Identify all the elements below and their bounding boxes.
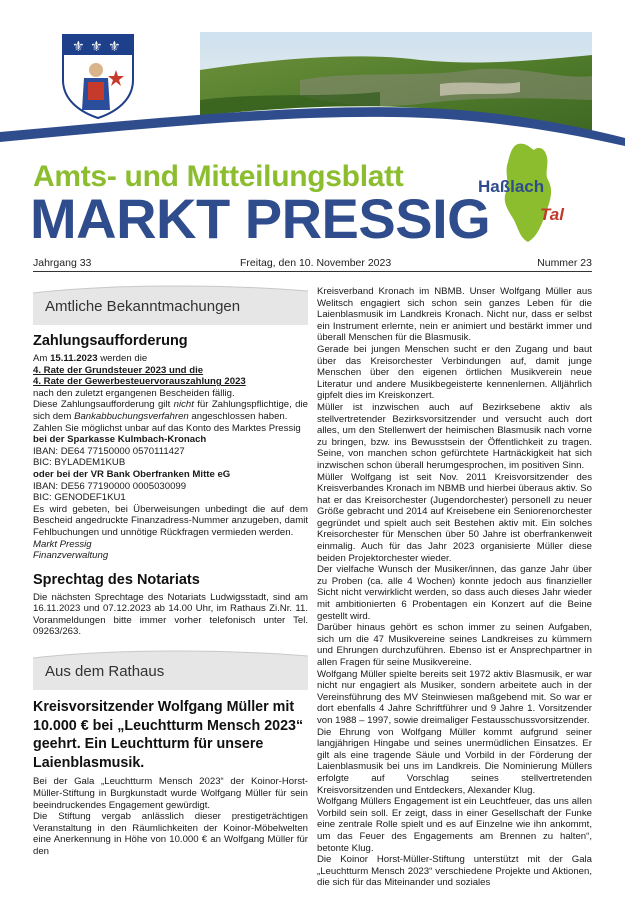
due-note: nach den zuletzt ergangenen Bescheiden fällig. — [33, 387, 235, 399]
article-paragraph: Müller Wolfgang ist seit Nov. 2011 Kreisvorsitzender des Kreisverbandes Kronach im NBMB und hierbei überaus aktiv. So hat er das Kreisorchester (Jugendorchester) personell zu neuer Größe gebracht und 2014 auf Kreisebene ein Seniorenorchester gegründet und spielt auch seit Bestehen aktiv mit. Ein solches Kreisorchester für Menschen über 50 Jahre ist oberfrankenweit einmalig. Auch für das Jahr 2023 organisierte Müller diese beiden Projektorchester wieder. — [317, 471, 592, 564]
bank-2-name: oder bei der VR Bank Oberfranken Mitte eG — [33, 468, 231, 480]
article-paragraph: Wolfgang Müllers Engagement ist ein Leuchtfeuer, das uns allen Vorbild sein soll. Er zeigt, dass in einer Gesellschaft der Funke eine zentrale Rolle spielt und es auf Einzelne wie ihn ankommt, um das Feuer des Engagements am Brennen zu halten“, betonte Klug. — [317, 796, 592, 854]
article-paragraph: Darüber hinaus gehört es schon immer zu seinen Aufgaben, sich um die 47 Musikvereine seines Landkreises zu kümmern und Ehrungen durchzuführen. Ebenso ist er Ansprechpartner in allen Fragen für seine Musikvereine. — [317, 622, 592, 668]
svg-text:⚜: ⚜ — [72, 39, 85, 55]
article-paragraph: Müller ist inzwischen auch auf Bezirksebene aktiv als stellvertretender Bezirksvorsitzender und versucht auch dort alles, um den Stellenwert der heimischen Blasmusik nach vorne zu bringen, bzw. ins Bewusstsein der Öffentlichkeit zu tragen. Seine, von manchen schon gefürchtete Hartnäckigkeit hat sich inzwischen schon überall herumgesprochen, im positiven Sinn. — [317, 401, 592, 471]
bank-1-bic: BIC: BYLADEM1KUB — [33, 457, 126, 469]
section-band-label: Aus dem Rathaus — [45, 663, 165, 681]
title-line-2: MARKT PRESSIG — [30, 187, 491, 250]
due-date-line: Am 15.11.2023 werden die — [33, 353, 148, 364]
section-band-label: Amtliche Bekanntmachungen — [45, 298, 241, 315]
article-paragraph: Die Koinor Horst-Müller-Stiftung unterstützt mit der Gala „Leuchtturm Mensch 2023“ verschiedene Projekte und Aktionen, die sich für das Miteinander und soziales — [317, 854, 592, 889]
article-paragraph: Der vielfache Wunsch der Musiker/innen, das ganze Jahr über zu Proben (ca. alle 4 Wochen) konnte jedoch aus finanzieller Sicht nicht verwirklicht werden, so dass auch dieses Jahr wieder mit ambitionierten 6 Probentagen ein Konzert auf die Beine gestellt wird. — [317, 564, 592, 622]
title-line-1: Amts- und Mitteilungsblatt — [33, 160, 404, 193]
article-paragraph: Kreisverband Kronach im NBMB. Unser Wolfgang Müller aus Welitsch engagiert sich schon sein ganzes Leben für die Laienblasmusik im Landkreis Kronach. Nicht nur, dass er selbst ein Instrument erlernte, nein er animiert und bestärkt immer und überall Menschen für die Blasmusik. — [317, 286, 592, 344]
hasslach-tal-logo — [478, 140, 598, 245]
payment-notice: Diese Zahlungsaufforderung gilt nicht für Zahlungspflichtige, die sich dem Bankabbuchungsverfahren angeschlossen haben. — [33, 399, 308, 422]
article-paragraph: Die Stiftung vergab anlässlich dieser prestigeträchtigen Veranstaltung in den Räumlichkeiten der Koinor-Möbelwelten eine Anerkennung in Höhe von 10.000 € an Wolfgang Müller für den — [33, 811, 308, 857]
article-heading-zahlung: Zahlungsaufforderung — [33, 333, 188, 349]
article-paragraph: Gerade bei jungen Menschen sucht er den Zugang und baut über das Kreisorchester Verbindungen auf, damit junge Menschen über den eigenen örtlichen Musikverein neue Literatur und andere Musikbegeisterte kennenlernen. Alljährlich gipfelt dies im Kreiskonzert. — [317, 343, 592, 402]
bank-1-iban: IBAN: DE64 77150000 0570111427 — [33, 445, 185, 457]
section-band-amtliche — [33, 283, 308, 325]
svg-text:Tal: Tal — [540, 205, 564, 224]
svg-text:⚜: ⚜ — [108, 39, 121, 55]
signature-2: Finanzverwaltung — [33, 550, 109, 562]
section-band-rathaus — [33, 648, 308, 690]
masthead — [0, 0, 625, 255]
article-paragraph: Die Ehrung von Wolfgang Müller kommt aufgrund seiner langjährigen Hingabe und seines unermüdlichen Einsatzes. Er gilt als eine tragende Säule und Vorbild in der Förderung der Laienblasmusik bei uns im Landkreis. Die Nominierung Müllers erfolgte auf Vorschlag seines stellvertretenden Kreisvorsitzenden und Entdeckers, Alexander Klug. — [317, 726, 592, 796]
gewerbesteuer-line: 4. Rate der Gewerbesteuervorauszahlung 2023 — [33, 376, 246, 388]
article-heading-mueller: Kreisvorsitzender Wolfgang Müller mit 10.000 € bei „Leuchtturm Mensch 2023“ geehrt. Ein Leuchtturm für unsere Laienblasmusik. — [33, 699, 304, 771]
svg-text:Haßlach: Haßlach — [478, 177, 545, 196]
bank-1-name: bei der Sparkasse Kulmbach-Kronach — [33, 434, 207, 446]
header-divider — [33, 271, 592, 272]
bank-2-bic: BIC: GENODEF1KU1 — [33, 492, 126, 504]
transfer-note: Es wird gebeten, bei Überweisungen unbedingt die auf dem Bescheid angedruckte Finanzadress-Nummer anzugeben, damit Fehlbuchungen und unnötige Rückfragen vermieden werden. — [33, 503, 308, 538]
grundsteuer-line: 4. Rate der Grundsteuer 2023 und die — [33, 364, 204, 376]
left-column — [33, 283, 308, 858]
article-heading-notariat: Sprechtag des Notariats — [33, 571, 200, 588]
svg-text:⚜: ⚜ — [90, 39, 103, 55]
issue-number: Nummer 23 — [537, 257, 592, 269]
issue-year: Jahrgang 33 — [33, 257, 92, 269]
bank-2-iban: IBAN: DE56 77190000 0005030099 — [33, 480, 187, 492]
signature-1: Markt Pressig — [33, 538, 92, 550]
pay-instruction: Zahlen Sie möglichst unbar auf das Konto des Marktes Pressig — [33, 422, 301, 434]
coat-of-arms-icon — [58, 30, 138, 120]
notariat-text: Die nächsten Sprechtage des Notariats Ludwigsstadt, sind am 16.11.2023 und 07.12.2023 ab 14.00 Uhr, im Rathaus Zi.Nr. 11. Voranmeldungen bitte immer vorher telefonisch unter Tel. 09263/263. — [33, 591, 308, 638]
right-column — [317, 286, 592, 889]
article-paragraph: Wolfgang Müller spielte bereits seit 1972 aktiv Blasmusik, er war nicht nur engagiert als Musiker, sondern arbeitete auch in der Vereinsführung des MV Steinwiesen maßgebend mit. So war er dort ebenfalls 4 Jahre Schriftführer und 9 Jahre 1. Vorsitzender von 1988 – 1997, sowie dreimaliger Festausschussvorsitzender. — [317, 668, 592, 726]
article-paragraph: Bei der Gala „Leuchtturm Mensch 2023“ der Koinor-Horst-Müller-Stiftung in Burgkunstadt wurde Wolfgang Müller für sein beeindruckendes Engagement gewürdigt. — [33, 776, 308, 811]
issue-date: Freitag, den 10. November 2023 — [240, 257, 392, 269]
